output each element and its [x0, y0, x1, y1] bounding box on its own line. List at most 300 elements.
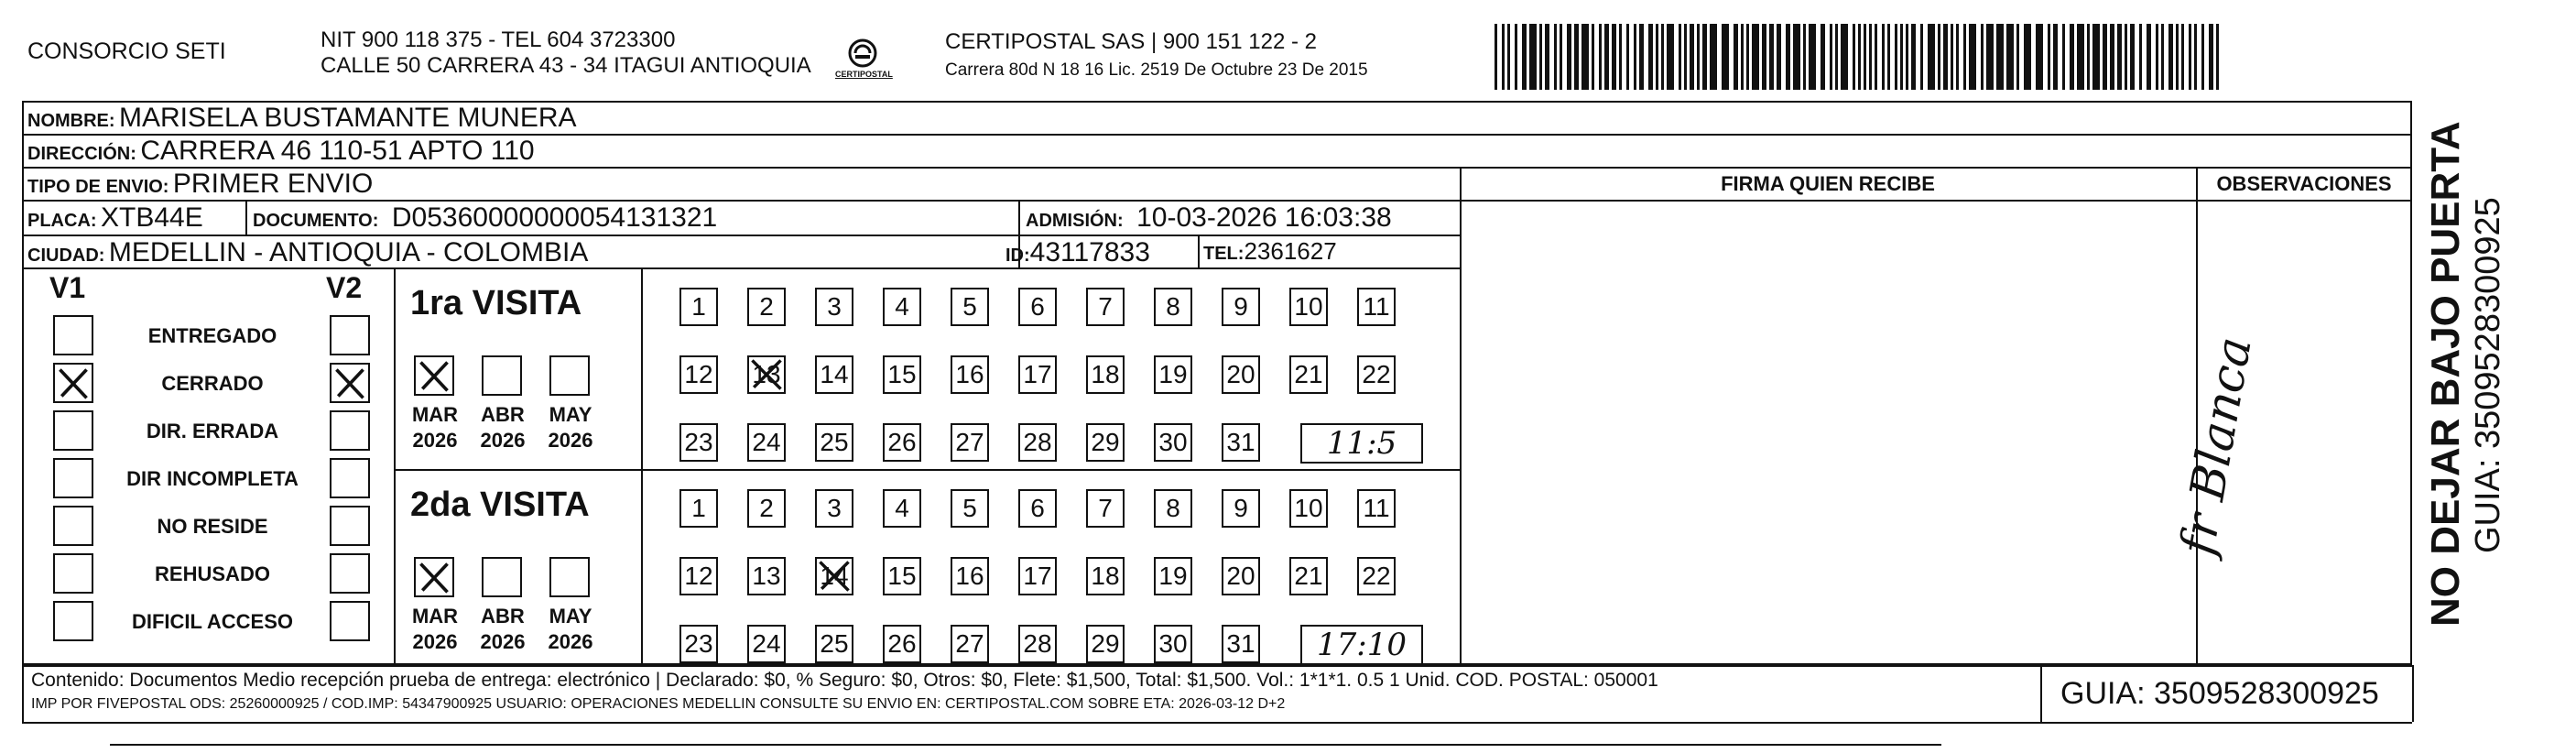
day-box[interactable] [815, 557, 853, 595]
barcode-bar [2181, 24, 2184, 90]
barcode-bar [1938, 24, 1940, 90]
barcode-bar [1661, 24, 1664, 90]
day-number: 18 [1091, 562, 1120, 590]
day-number: 28 [1023, 629, 1052, 658]
day-box[interactable] [747, 489, 786, 528]
day-box[interactable] [1018, 489, 1057, 528]
year-label: 2026 [548, 630, 593, 653]
day-number: 16 [955, 562, 984, 590]
v1-checkbox[interactable] [53, 601, 93, 641]
barcode-bar [2024, 24, 2031, 90]
placa-cell [27, 202, 203, 234]
day-number: 13 [752, 360, 781, 388]
day-box[interactable] [951, 489, 989, 528]
day-number: 30 [1158, 629, 1188, 658]
ciudad-value: MEDELLIN - ANTIOQUIA - COLOMBIA [108, 237, 589, 267]
day-box[interactable] [1222, 355, 1260, 394]
barcode-bar [1841, 24, 1848, 90]
time-box[interactable] [1300, 423, 1423, 464]
day-number: 16 [955, 360, 984, 388]
certipostal-line: CERTIPOSTAL SAS | 900 151 122 - 2 [945, 29, 1317, 54]
barcode-bar [1835, 24, 1838, 90]
barcode-bar [1741, 24, 1744, 90]
barcode-bar [1619, 24, 1622, 90]
day-number: 29 [1091, 428, 1120, 456]
barcode-bar [1956, 24, 1959, 90]
day-box[interactable] [815, 625, 853, 663]
barcode-bar [1895, 24, 1897, 90]
barcode-bar [1900, 24, 1903, 90]
day-box[interactable] [883, 557, 921, 595]
barcode-bar [1507, 24, 1510, 90]
barcode-bar [1858, 24, 1861, 90]
admision-cell [1026, 202, 1392, 234]
ciudad-cell [27, 237, 588, 268]
day-box[interactable] [1222, 423, 1260, 462]
day-box[interactable] [1357, 288, 1396, 326]
direccion-label: DIRECCIÓN: [27, 144, 136, 164]
time-value: 17:10 [1317, 627, 1407, 663]
documento-value: D05360000000054131321 [391, 202, 718, 233]
v1-label: V1 [49, 271, 86, 304]
day-box[interactable] [679, 423, 718, 462]
day-number: 19 [1158, 360, 1188, 388]
day-number: 26 [887, 629, 917, 658]
v1-checkbox[interactable] [53, 458, 93, 498]
day-number: 5 [962, 494, 977, 522]
day-box[interactable] [1289, 557, 1328, 595]
id-label: ID: [1005, 246, 1030, 266]
day-box[interactable] [747, 423, 786, 462]
day-box[interactable] [1222, 288, 1260, 326]
barcode-bar [1864, 24, 1866, 90]
day-box[interactable] [747, 557, 786, 595]
footer-imp: IMP POR FIVEPOSTAL ODS: 25260000925 / COD.IMP: 54347900925 USUARIO: OPERACIONES MEDELLIN CONSULTE SU ENVIO EN: CERTIPOSTAL.COM SOBRE ETA: 2026-03-12 D+2 [31, 696, 1286, 712]
barcode-bar [1920, 24, 1923, 90]
barcode-bar [2036, 24, 2043, 90]
barcode-bar [1986, 24, 1994, 90]
status-label: DIR INCOMPLETA [126, 467, 299, 490]
day-box[interactable] [1222, 625, 1260, 663]
barcode-bar [1869, 24, 1872, 90]
v2-checkbox[interactable] [330, 363, 370, 403]
month-label: MAY [549, 605, 592, 628]
day-number: 4 [895, 292, 909, 321]
day-number: 11 [1363, 494, 1390, 522]
day-box[interactable] [883, 625, 921, 663]
barcode-bar [1793, 24, 1800, 90]
day-number: 9 [1234, 292, 1248, 321]
status-label: DIR. ERRADA [146, 420, 279, 442]
documento-label: DOCUMENTO: [253, 211, 379, 231]
month-label: ABR [481, 605, 525, 628]
day-box[interactable] [951, 423, 989, 462]
day-box[interactable] [883, 288, 921, 326]
day-box[interactable] [1154, 557, 1192, 595]
barcode-bar [2216, 24, 2219, 90]
v1-checkbox[interactable] [53, 410, 93, 451]
barcode-bar [2189, 24, 2191, 90]
ciudad-label: CIUDAD: [27, 246, 105, 266]
tipo-value: PRIMER ENVIO [172, 169, 374, 199]
barcode-bar [1786, 24, 1790, 90]
day-box[interactable] [1086, 288, 1125, 326]
barcode-bar [2070, 24, 2074, 90]
day-box[interactable] [883, 355, 921, 394]
status-label: CERRADO [161, 372, 264, 395]
footer-guia: GUIA: 3509528300925 [2060, 676, 2379, 711]
day-box[interactable] [1086, 355, 1125, 394]
tipo-row [27, 169, 373, 200]
barcode-bar [2201, 24, 2204, 90]
day-number: 11 [1363, 292, 1390, 321]
barcode-bar [2147, 24, 2151, 90]
day-box[interactable] [1289, 489, 1328, 528]
v1-checkbox[interactable] [53, 553, 93, 594]
barcode-bar [1928, 24, 1935, 90]
day-number: 21 [1294, 562, 1323, 590]
barcode-bar [1634, 24, 1636, 90]
day-number: 20 [1226, 562, 1255, 590]
day-box[interactable] [1222, 489, 1260, 528]
day-box[interactable] [815, 423, 853, 462]
barcode-bar [1522, 24, 1527, 90]
status-label: ENTREGADO [147, 324, 277, 347]
day-number: 27 [955, 629, 984, 658]
barcode-bar [1539, 24, 1542, 90]
day-number: 27 [955, 428, 984, 456]
address-line: CALLE 50 CARRERA 43 - 34 ITAGUI ANTIOQUIA [321, 53, 811, 78]
barcode-bar [1626, 24, 1629, 90]
day-number: 15 [887, 562, 917, 590]
admision-value: 10-03-2026 16:03:38 [1136, 202, 1392, 233]
barcode-bar [1529, 24, 1537, 90]
barcode-bar [1639, 24, 1644, 90]
barcode-bar [1882, 24, 1885, 90]
tel-value: 2361627 [1244, 237, 1337, 265]
month-checkbox[interactable] [482, 355, 522, 396]
barcode-bar [2130, 24, 2135, 90]
day-number: 3 [827, 292, 842, 321]
barcode-bar [1667, 24, 1674, 90]
year-label: 2026 [412, 429, 458, 452]
day-box[interactable] [951, 355, 989, 394]
company-name: CONSORCIO SETI [27, 38, 226, 64]
barcode-bar [2053, 24, 2058, 90]
barcode-bar [2117, 24, 2122, 90]
day-box[interactable] [1018, 288, 1057, 326]
day-number: 14 [820, 360, 849, 388]
v1-checkbox[interactable] [53, 315, 93, 355]
day-number: 31 [1226, 629, 1255, 658]
barcode-bar [1679, 24, 1681, 90]
barcode-bar [2110, 24, 2114, 90]
barcode-bar [1996, 24, 2004, 90]
barcode-bar [2062, 24, 2065, 90]
day-box[interactable] [1154, 355, 1192, 394]
barcode-bar [1963, 24, 1966, 90]
barcode-bar [2103, 24, 2107, 90]
day-box[interactable] [1154, 288, 1192, 326]
day-box[interactable] [1018, 423, 1057, 462]
barcode-bar [1697, 24, 1700, 90]
visit-title: 2da VISITA [410, 486, 590, 524]
barcode-bar [1722, 24, 1729, 90]
day-number: 23 [684, 428, 713, 456]
day-box[interactable] [1357, 355, 1396, 394]
barcode-bar [1502, 24, 1505, 90]
nit-line: NIT 900 118 375 - TEL 604 3723300 [321, 27, 676, 52]
barcode-bar [1762, 24, 1766, 90]
month-label: MAR [411, 605, 459, 628]
day-number: 24 [752, 428, 781, 456]
day-box[interactable] [951, 625, 989, 663]
day-box[interactable] [1357, 489, 1396, 528]
month-checkbox[interactable] [482, 557, 522, 597]
day-number: 23 [684, 629, 713, 658]
day-number: 21 [1294, 360, 1323, 388]
admision-label: ADMISIÓN: [1026, 211, 1124, 231]
barcode-bar [1581, 24, 1589, 90]
day-number: 31 [1226, 428, 1255, 456]
v2-label: V2 [326, 271, 363, 304]
status-label: DIFICIL ACCESO [131, 610, 293, 633]
firma-label: FIRMA QUIEN RECIBE [1721, 172, 1935, 195]
barcode-bar [1951, 24, 1953, 90]
day-number: 6 [1030, 494, 1045, 522]
barcode-bar [1809, 24, 1816, 90]
tipo-label: TIPO DE ENVIO: [27, 177, 169, 197]
barcode-bar [1690, 24, 1694, 90]
barcode-bar [1592, 24, 1594, 90]
side-warning: NO DEJAR BAJO PUERTA [2423, 121, 2468, 627]
day-box[interactable] [1086, 423, 1125, 462]
barcode-bar [1821, 24, 1825, 90]
bottom-rule [110, 744, 1941, 746]
day-number: 12 [684, 360, 713, 388]
barcode-bar [2156, 24, 2158, 90]
day-number: 30 [1158, 428, 1188, 456]
day-number: 15 [887, 360, 917, 388]
day-number: 6 [1030, 292, 1045, 321]
day-box[interactable] [1086, 557, 1125, 595]
v2-checkbox[interactable] [330, 553, 370, 594]
barcode-bar [1969, 24, 1976, 90]
nombre-label: NOMBRE: [27, 111, 115, 131]
barcode-bar [1746, 24, 1749, 90]
day-box[interactable] [679, 625, 718, 663]
barcode-bar [1554, 24, 1557, 90]
day-box[interactable] [1222, 557, 1260, 595]
month-label: ABR [481, 403, 525, 426]
day-box[interactable] [815, 288, 853, 326]
barcode-bar [1515, 24, 1517, 90]
day-box[interactable] [1154, 423, 1192, 462]
barcode-bar [1911, 24, 1916, 90]
day-number: 2 [759, 292, 774, 321]
signature: fr Blanca [2170, 333, 2263, 560]
v2-checkbox[interactable] [330, 506, 370, 546]
v2-checkbox[interactable] [330, 601, 370, 641]
day-box[interactable] [1289, 288, 1328, 326]
barcode-bar [1981, 24, 1984, 90]
day-number: 22 [1362, 360, 1391, 388]
day-number: 7 [1098, 494, 1113, 522]
day-number: 1 [691, 292, 706, 321]
day-number: 14 [820, 562, 849, 590]
day-box[interactable] [747, 288, 786, 326]
barcode-bar [2176, 24, 2179, 90]
day-box[interactable] [1086, 625, 1125, 663]
barcode-bar [2125, 24, 2127, 90]
day-box[interactable] [951, 557, 989, 595]
barcode-bar [1830, 24, 1832, 90]
day-box[interactable] [1086, 489, 1125, 528]
barcode-bar [1495, 24, 1497, 90]
time-box[interactable] [1300, 625, 1423, 665]
barcode-bar [2077, 24, 2084, 90]
day-number: 18 [1091, 360, 1120, 388]
day-number: 28 [1023, 428, 1052, 456]
id-cell [1005, 237, 1150, 268]
day-number: 10 [1294, 292, 1323, 321]
day-box[interactable] [679, 355, 718, 394]
day-box[interactable] [883, 423, 921, 462]
barcode-bar [2087, 24, 2090, 90]
day-box[interactable] [679, 489, 718, 528]
day-box[interactable] [1154, 489, 1192, 528]
barcode-bar [1887, 24, 1890, 90]
day-number: 17 [1023, 360, 1052, 388]
barcode-bar [1906, 24, 1908, 90]
year-label: 2026 [412, 630, 458, 653]
day-number: 25 [820, 629, 849, 658]
v1-checkbox[interactable] [53, 506, 93, 546]
v2-checkbox[interactable] [330, 410, 370, 451]
nombre-value: MARISELA BUSTAMANTE MUNERA [119, 103, 577, 133]
day-number: 26 [887, 428, 917, 456]
day-number: 24 [752, 629, 781, 658]
month-checkbox[interactable] [549, 355, 590, 396]
day-box[interactable] [1357, 557, 1396, 595]
day-number: 17 [1023, 562, 1052, 590]
day-number: 3 [827, 494, 842, 522]
day-number: 13 [752, 562, 781, 590]
barcode-bar [1777, 24, 1781, 90]
barcode-bar [2209, 24, 2213, 90]
month-checkbox[interactable] [414, 355, 454, 396]
barcode-bar [1599, 24, 1602, 90]
barcode-bar [2194, 24, 2197, 90]
month-label: MAY [549, 403, 592, 426]
certipostal-logo [835, 33, 893, 88]
barcode-bar [2016, 24, 2019, 90]
license-line: Carrera 80d N 18 16 Lic. 2519 De Octubre 23 De 2015 [945, 60, 1368, 80]
barcode [1495, 24, 2227, 90]
day-box[interactable] [1018, 557, 1057, 595]
day-box[interactable] [951, 288, 989, 326]
barcode-bar [2161, 24, 2164, 90]
day-number: 9 [1234, 494, 1248, 522]
side-guia: GUIA: 3509528300925 [2469, 197, 2507, 553]
barcode-bar [2139, 24, 2142, 90]
barcode-bar [1734, 24, 1738, 90]
barcode-bar [1545, 24, 1549, 90]
status-label: REHUSADO [155, 562, 270, 585]
day-number: 4 [895, 494, 909, 522]
barcode-bar [1684, 24, 1687, 90]
logo-text: CERTIPOSTAL [835, 70, 893, 79]
day-number: 1 [691, 494, 706, 522]
direccion-row [27, 136, 535, 167]
day-number: 29 [1091, 629, 1120, 658]
day-number: 22 [1362, 562, 1391, 590]
v1-checkbox[interactable] [53, 363, 93, 403]
day-box[interactable] [815, 355, 853, 394]
day-box[interactable] [679, 557, 718, 595]
day-box[interactable] [747, 625, 786, 663]
day-box[interactable] [1018, 355, 1057, 394]
barcode-bar [1612, 24, 1616, 90]
time-value: 11:5 [1326, 425, 1397, 462]
barcode-bar [2006, 24, 2014, 90]
barcode-bar [1574, 24, 1579, 90]
observaciones-label: OBSERVACIONES [2216, 172, 2392, 195]
barcode-bar [1560, 24, 1562, 90]
day-box[interactable] [679, 288, 718, 326]
id-value: 43117833 [1029, 237, 1150, 267]
documento-cell [253, 202, 717, 234]
month-checkbox[interactable] [414, 557, 454, 597]
placa-value: XTB44E [101, 202, 203, 233]
nombre-row [27, 103, 577, 134]
day-number: 12 [684, 562, 713, 590]
day-box[interactable] [815, 489, 853, 528]
day-box[interactable] [1289, 355, 1328, 394]
year-label: 2026 [480, 429, 526, 452]
tel-cell [1203, 237, 1337, 266]
day-box[interactable] [883, 489, 921, 528]
day-box[interactable] [1154, 625, 1192, 663]
barcode-bar [1710, 24, 1717, 90]
day-number: 25 [820, 428, 849, 456]
barcode-bar [1567, 24, 1571, 90]
day-number: 8 [1166, 292, 1180, 321]
day-number: 20 [1226, 360, 1255, 388]
year-label: 2026 [548, 429, 593, 452]
tel-label: TEL: [1203, 244, 1245, 264]
footer-contenido: Contenido: Documentos Medio recepción prueba de entrega: electrónico | Declarado: $0, % Seguro: $0, Otros: $0, Flete: $1,500, Total: $1,500. Vol.: 1*1*1. 0.5 1 Unid. COD. POSTAL: 050001 [31, 670, 1658, 691]
barcode-bar [1604, 24, 1609, 90]
day-box[interactable] [747, 355, 786, 394]
barcode-bar [1656, 24, 1658, 90]
v2-checkbox[interactable] [330, 315, 370, 355]
day-box[interactable] [1018, 625, 1057, 663]
month-checkbox[interactable] [549, 557, 590, 597]
barcode-bar [1648, 24, 1653, 90]
barcode-bar [1943, 24, 1948, 90]
barcode-bar [1752, 24, 1759, 90]
v2-checkbox[interactable] [330, 458, 370, 498]
direccion-value: CARRERA 46 110-51 APTO 110 [140, 136, 535, 166]
placa-label: PLACA: [27, 211, 97, 231]
day-number: 7 [1098, 292, 1113, 321]
day-number: 8 [1166, 494, 1180, 522]
year-label: 2026 [480, 630, 526, 653]
barcode-bar [1702, 24, 1707, 90]
day-number: 5 [962, 292, 977, 321]
barcode-bar [2092, 24, 2100, 90]
